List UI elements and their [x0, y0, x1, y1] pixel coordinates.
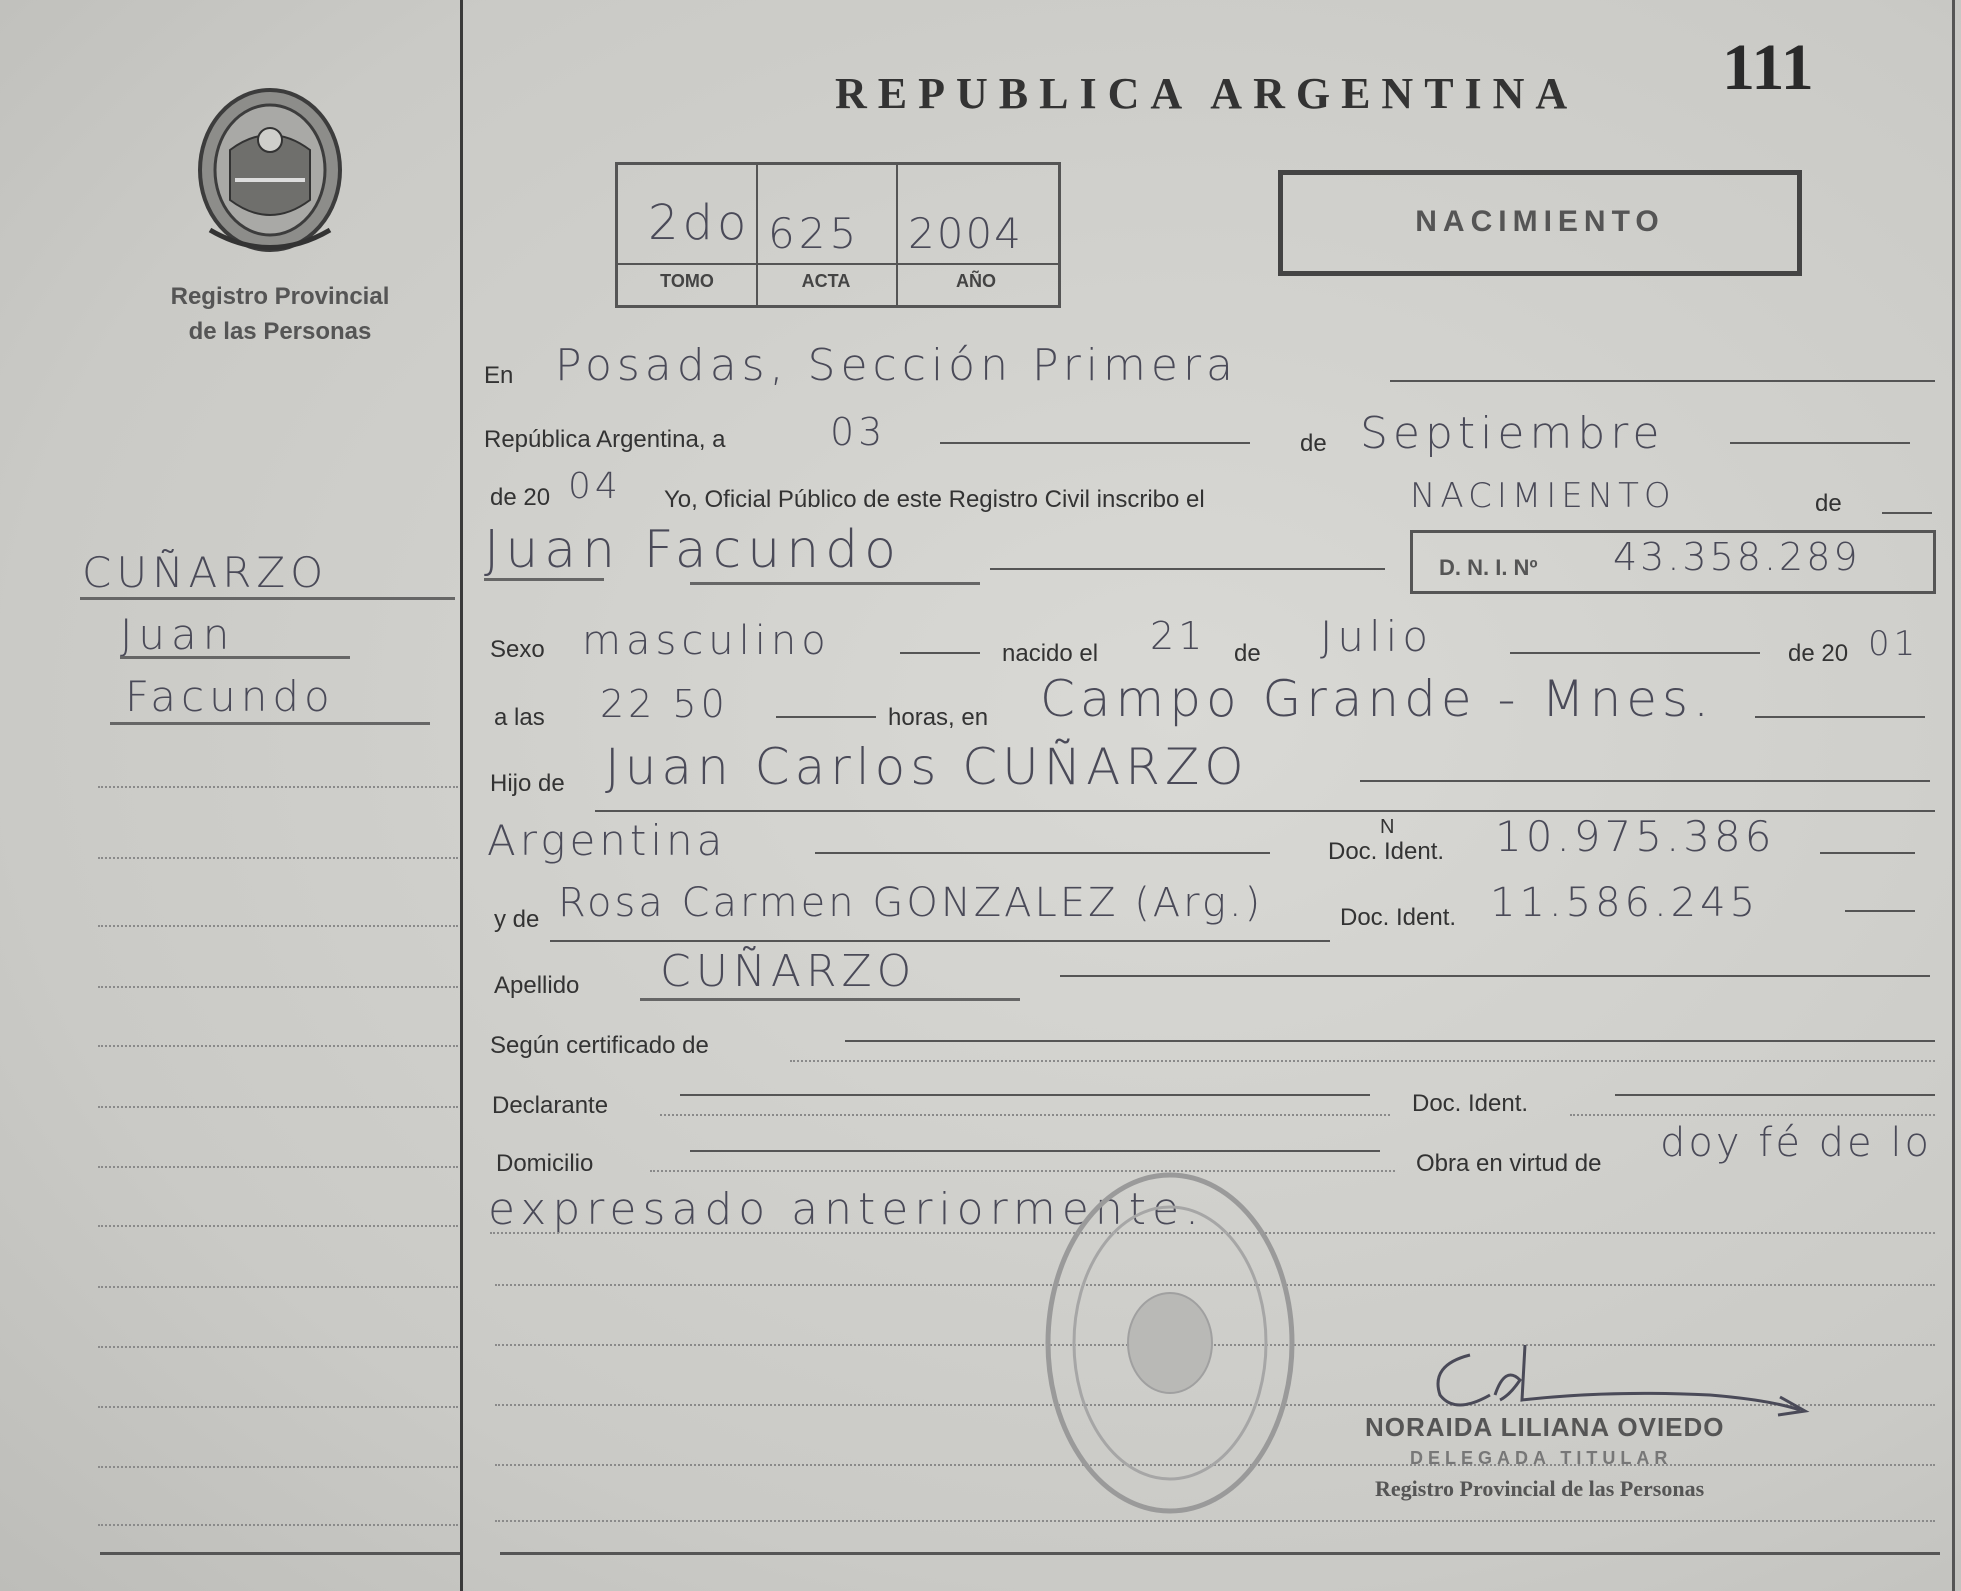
sexo-label: Sexo: [490, 636, 545, 663]
margin-second-name: Facundo: [125, 672, 335, 721]
provincial-seal-emblem: [190, 80, 350, 260]
act-type-label: NACIMIENTO: [1415, 205, 1665, 238]
de-20-label-2: de 20: [1788, 640, 1849, 667]
birth-month: Julio: [1320, 612, 1434, 661]
signatory-name: NORAIDA LILIANA OVIEDO: [1365, 1412, 1725, 1442]
child-name: Juan Facundo: [484, 520, 902, 580]
ano-caption: AÑO: [956, 271, 996, 291]
dni-label: D. N. I. Nº: [1439, 555, 1538, 580]
birth-time: 22 50: [600, 682, 729, 726]
nacido-label: nacido el: [1002, 640, 1099, 667]
domicilio-label: Domicilio: [496, 1150, 594, 1177]
continuation-text: expresado anteriormente.: [488, 1184, 1206, 1235]
de-label-3: de: [1234, 640, 1261, 667]
sex-value: masculino: [582, 618, 831, 664]
acta-caption: ACTA: [801, 271, 851, 291]
de-label-2: de: [1815, 490, 1842, 517]
obra-value: doy fé de lo: [1660, 1120, 1932, 1166]
birth-day: 21: [1150, 614, 1207, 658]
doc-n-superscript: N: [1380, 816, 1395, 838]
mother-doc-number: 11.586.245: [1490, 880, 1760, 926]
segun-label: Según certificado de: [490, 1032, 709, 1059]
de-20-label: de 20: [490, 484, 551, 511]
en-label: En: [484, 362, 514, 389]
obra-label: Obra en virtud de: [1416, 1150, 1602, 1177]
apellido-label: Apellido: [494, 972, 580, 999]
margin-first-name: Juan: [120, 610, 236, 659]
dni-box: [1410, 530, 1936, 594]
country-title: REPUBLICA ARGENTINA: [835, 69, 1579, 118]
registry-name-line1: Registro Provincial: [170, 283, 390, 310]
month-value: Septiembre: [1360, 408, 1665, 459]
day-value: 03: [830, 410, 887, 454]
yde-label: y de: [494, 906, 540, 933]
margin-surname: CUÑARZO: [82, 548, 329, 597]
father-name: Juan Carlos CUÑARZO: [605, 738, 1249, 796]
folio-number: 111: [1722, 31, 1814, 104]
registry-name-line2: de las Personas: [188, 318, 372, 345]
official-round-stamp: [1040, 1168, 1300, 1518]
year-suffix: 04: [568, 466, 622, 507]
alas-label: a las: [494, 704, 545, 731]
act-type-box: [1278, 170, 1802, 276]
right-edge-rule: [1952, 0, 1955, 1591]
registrar-statement: Yo, Oficial Público de este Registro Civil inscribo el: [664, 486, 1205, 513]
birth-place: Campo Grande - Mnes.: [1040, 670, 1714, 728]
signatory-office: Registro Provincial de las Personas: [1375, 1476, 1705, 1501]
mother-name: Rosa Carmen GONZALEZ (Arg.): [558, 880, 1264, 926]
ano-value: 2004: [908, 209, 1023, 258]
father-doc-label: Doc. Ident.: [1328, 838, 1445, 865]
apellido-value: CUÑARZO: [660, 946, 917, 997]
act-reference-box: [615, 162, 1061, 308]
mother-doc-label: Doc. Ident.: [1340, 904, 1457, 931]
tomo-caption: TOMO: [660, 271, 714, 291]
hijo-label: Hijo de: [490, 770, 565, 797]
de-label-1: de: [1300, 430, 1327, 457]
declarante-label: Declarante: [492, 1092, 609, 1119]
acta-value: 625: [768, 209, 861, 258]
declarante-doc-label: Doc. Ident.: [1412, 1090, 1529, 1117]
republica-label: República Argentina, a: [484, 426, 726, 453]
tomo-value: 2do: [648, 195, 751, 251]
dni-value: 43.358.289: [1613, 535, 1861, 579]
father-nationality: Argentina: [487, 816, 727, 865]
father-doc-number: 10.975.386: [1495, 812, 1776, 861]
place-handwritten: Posadas, Sección Primera: [555, 340, 1239, 391]
signatory-role: DELEGADA TITULAR: [1410, 1448, 1673, 1468]
birth-year-suffix: 01: [1868, 624, 1920, 664]
event-value: NACIMIENTO: [1410, 476, 1676, 516]
left-margin-rule: [460, 0, 463, 1591]
horas-label: horas, en: [888, 704, 989, 731]
